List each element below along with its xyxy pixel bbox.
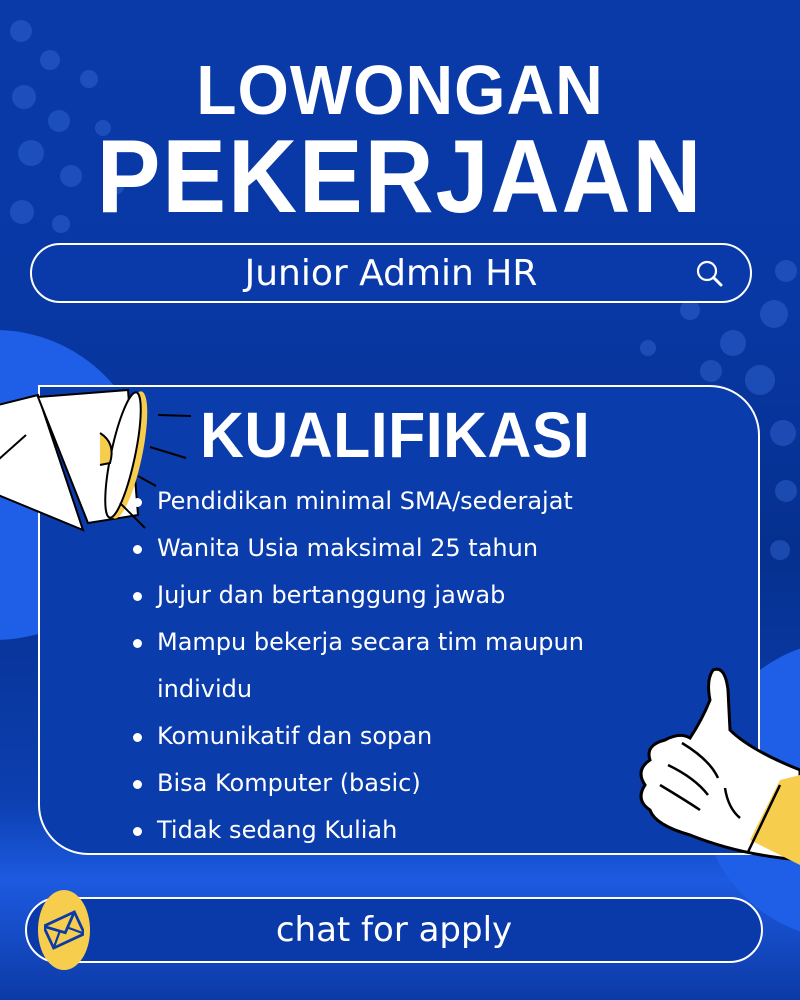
list-item: Bisa Komputer (basic) xyxy=(130,760,690,807)
title-line-2: PEKERJAAN xyxy=(96,119,704,235)
thumbs-up-icon xyxy=(630,660,800,870)
search-icon[interactable] xyxy=(694,258,726,290)
list-item: Pendidikan minimal SMA/sederajat xyxy=(130,478,690,525)
list-item: Jujur dan bertanggung jawab xyxy=(130,572,690,619)
list-item: Komunikatif dan sopan xyxy=(130,713,690,760)
list-item: Tidak sedang Kuliah xyxy=(130,807,690,854)
apply-label: chat for apply xyxy=(275,910,513,950)
qualifications-list xyxy=(130,478,690,854)
mail-icon xyxy=(44,908,84,952)
chat-for-apply-button[interactable] xyxy=(25,897,763,963)
qualifications-heading: KUALIFIKASI xyxy=(200,399,591,471)
list-item: Wanita Usia maksimal 25 tahun xyxy=(130,525,690,572)
mail-badge[interactable] xyxy=(38,890,90,970)
job-search-bar[interactable] xyxy=(30,243,752,303)
list-item: Mampu bekerja secara tim maupun individu xyxy=(130,619,650,713)
title-line-1: LOWONGAN xyxy=(196,51,604,129)
job-title-value: Junior Admin HR xyxy=(244,252,538,294)
